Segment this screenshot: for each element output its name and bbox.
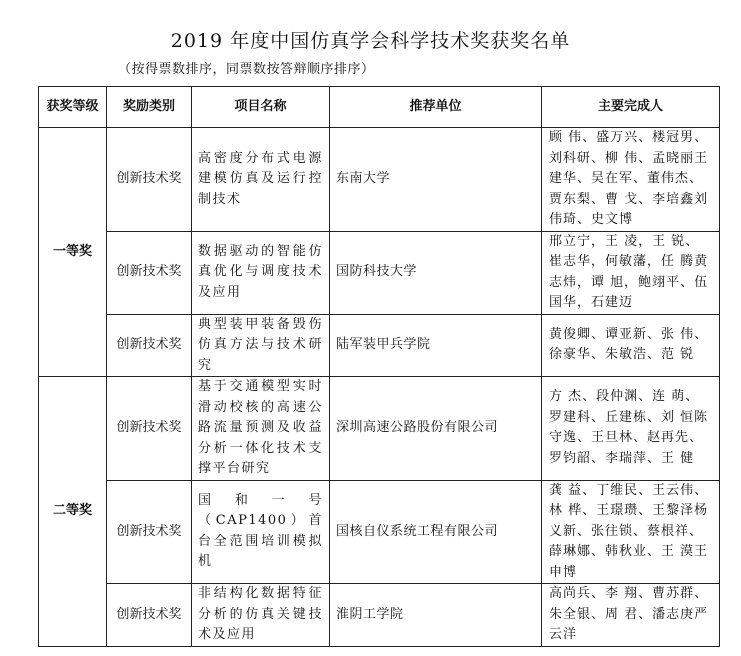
project-name-cell: 高密度分布式电源建模仿真及运行控制技术: [192, 128, 330, 232]
contributors-cell: 黄俊卿、谭亚新、张 伟、徐豪华、朱敏浩、范 锐: [542, 314, 720, 377]
table-row: [39, 480, 720, 584]
contributors-cell: 顾 伟、盛万兴、楼冠男、刘科研、柳 伟、孟晓丽王建华、吴在军、董伟杰、贾东梨、曹 戈、李培鑫刘伟琦、史文博: [542, 128, 720, 232]
header-award-level: 获奖等级: [39, 87, 107, 128]
project-name-cell: 非结构化数据特征分析的仿真关键技术及应用: [192, 584, 330, 647]
project-name-cell: 典型装甲装备毁伤仿真方法与技术研究: [192, 314, 330, 377]
award-category-cell: 创新技术奖: [107, 480, 192, 584]
recommending-unit-cell: 陆军装甲兵学院: [330, 314, 542, 377]
table-row: [39, 231, 720, 314]
table-header-row: [39, 87, 720, 128]
project-name-cell: 基于交通模型实时滑动校核的高速公路流量预测及收益分析一体化技术支撑平台研究: [192, 377, 330, 481]
recommending-unit-cell: 东南大学: [330, 128, 542, 232]
project-name-cell: 数据驱动的智能仿真优化与调度技术及应用: [192, 231, 330, 314]
header-project-name: 项目名称: [192, 87, 330, 128]
award-level-cell: 一等奖: [39, 128, 107, 377]
award-category-cell: 创新技术奖: [107, 584, 192, 647]
header-main-contributors: 主要完成人: [542, 87, 720, 128]
recommending-unit-cell: 淮阴工学院: [330, 584, 542, 647]
contributors-cell: 龚 益、丁维民、王云伟、林 桦、王璟瓒、王黎泽杨义新、张往锁、蔡根祥、薛琳娜、韩秋业、王 漠王申博: [542, 480, 720, 584]
table-row: [39, 314, 720, 377]
page-title: 2019 年度中国仿真学会科学技术奖获奖名单: [170, 30, 571, 52]
award-category-cell: 创新技术奖: [107, 314, 192, 377]
recommending-unit-cell: 深圳高速公路股份有限公司: [330, 377, 542, 481]
contributors-cell: 邢立宁，王 凌，王 锐、崔志华，何敏藩，任 腾黄志炜，谭 旭，鲍翊平、伍国华，石建迈: [542, 231, 720, 314]
page-subtitle: （按得票数排序，同票数按答辩顺序排序）: [118, 62, 375, 77]
table-row: [39, 128, 720, 232]
header-recommending-unit: 推荐单位: [330, 87, 542, 128]
table-row: [39, 584, 720, 647]
table-row: [39, 377, 720, 481]
award-category-cell: 创新技术奖: [107, 231, 192, 314]
award-category-cell: 创新技术奖: [107, 128, 192, 232]
contributors-cell: 高尚兵、李 翔、曹苏群、朱全银、周 君、潘志庚严云洋: [542, 584, 720, 647]
project-name-cell: 国和一号（CAP1400）首台全范围培训模拟机: [192, 480, 330, 584]
recommending-unit-cell: 国防科技大学: [330, 231, 542, 314]
header-award-category: 奖励类别: [107, 87, 192, 128]
recommending-unit-cell: 国核自仪系统工程有限公司: [330, 480, 542, 584]
awards-table: [38, 86, 720, 647]
award-category-cell: 创新技术奖: [107, 377, 192, 481]
contributors-cell: 方 杰、段仲渊、连 萌、罗建科、丘建栋、刘 恒陈守逸、王旦林、赵再先、罗钧韶、李瑞萍、王 健: [542, 377, 720, 481]
award-level-cell: 二等奖: [39, 377, 107, 647]
